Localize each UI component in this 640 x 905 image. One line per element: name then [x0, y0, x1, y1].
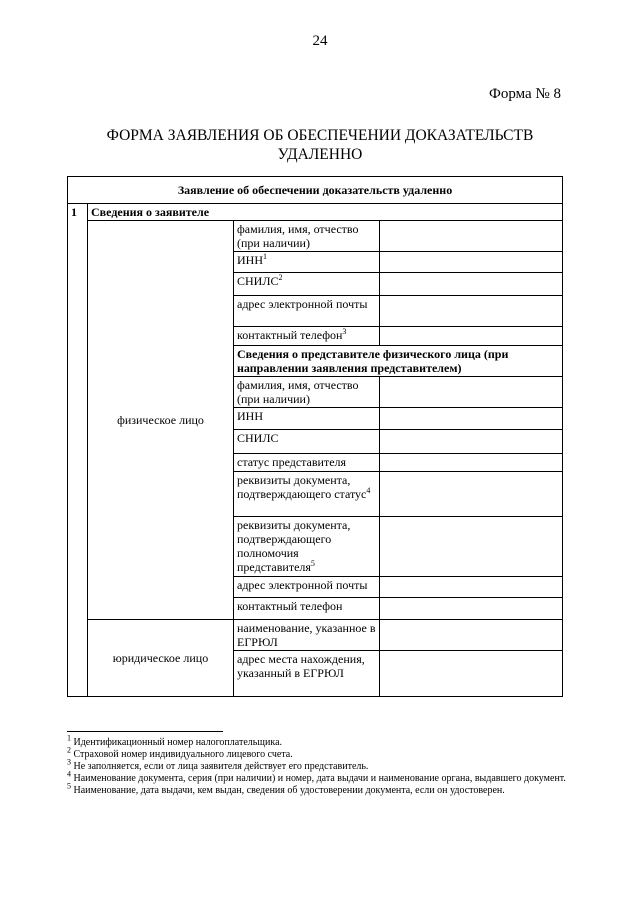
- legal-field-value[interactable]: [380, 620, 563, 651]
- section-title: Сведения о заявителе: [88, 204, 563, 221]
- rep-field-label: фамилия, имя, отчество (при наличии): [234, 377, 380, 408]
- title-line-2: УДАЛЕННО: [277, 146, 363, 163]
- rep-field-value[interactable]: [380, 598, 563, 620]
- rep-field-label: статус представителя: [234, 454, 380, 472]
- field-label: СНИЛС$^2$: [234, 273, 380, 296]
- rep-field-value[interactable]: [380, 430, 563, 454]
- rep-field-value[interactable]: [380, 472, 563, 517]
- rep-field-label: ИНН: [234, 408, 380, 430]
- title-line-1: ФОРМА ЗАЯВЛЕНИЯ ОБ ОБЕСПЕЧЕНИИ ДОКАЗАТЕЛЬСТВ: [106, 127, 534, 144]
- rep-field-label: адрес электронной почты: [234, 577, 380, 598]
- field-label: адрес электронной почты: [234, 296, 380, 327]
- rep-field-value[interactable]: [380, 577, 563, 598]
- footnote: $^5$ Наименование, дата выдачи, кем выдан, сведения об удостоверении документа, если он удостоверен.: [67, 781, 505, 796]
- footnote: $^1$ Идентификационный номер налогоплательщика.: [67, 733, 283, 748]
- field-label: фамилия, имя, отчество (при наличии): [234, 221, 380, 252]
- rep-field-label: СНИЛС: [234, 430, 380, 454]
- field-value[interactable]: [380, 273, 563, 296]
- representative-heading: Сведения о представителе физического лица (при направлении заявления представителем): [234, 346, 563, 377]
- document-title: [60, 126, 580, 164]
- field-value[interactable]: [380, 221, 563, 252]
- table-header: Заявление об обеспечении доказательств удаленно: [68, 177, 563, 204]
- legal-field-value[interactable]: [380, 651, 563, 697]
- rep-field-label: реквизиты документа, подтверждающего статус$^4$: [234, 472, 380, 517]
- form-number: Форма № 8: [489, 86, 561, 102]
- footnote-divider: [67, 731, 223, 732]
- legal-field-label: адрес места нахождения, указанный в ЕГРЮЛ: [234, 651, 380, 697]
- rep-field-value[interactable]: [380, 517, 563, 577]
- application-form-table: [67, 176, 563, 697]
- field-label: контактный телефон$^3$: [234, 327, 380, 346]
- category-legal-entity: юридическое лицо: [88, 620, 234, 697]
- section-number: 1: [68, 204, 88, 697]
- page-number: 24: [312, 33, 328, 49]
- field-value[interactable]: [380, 296, 563, 327]
- footnotes: [67, 733, 567, 797]
- rep-field-value[interactable]: [380, 408, 563, 430]
- field-value[interactable]: [380, 252, 563, 273]
- footnote: $^3$ Не заполняется, если от лица заявителя действует его представитель.: [67, 757, 369, 772]
- footnote: $^2$ Страховой номер индивидуального лицевого счета.: [67, 745, 293, 760]
- field-value[interactable]: [380, 327, 563, 346]
- legal-field-label: наименование, указанное в ЕГРЮЛ: [234, 620, 380, 651]
- category-individual: физическое лицо: [88, 221, 234, 620]
- rep-field-label: реквизиты документа, подтверждающего полномочия представителя$^5$: [234, 517, 380, 577]
- field-label: ИНН$^1$: [234, 252, 380, 273]
- rep-field-value[interactable]: [380, 454, 563, 472]
- rep-field-label: контактный телефон: [234, 598, 380, 620]
- rep-field-value[interactable]: [380, 377, 563, 408]
- footnote: $^4$ Наименование документа, серия (при наличии) и номер, дата выдачи и наименование органа, выдавшего документ.: [67, 769, 566, 784]
